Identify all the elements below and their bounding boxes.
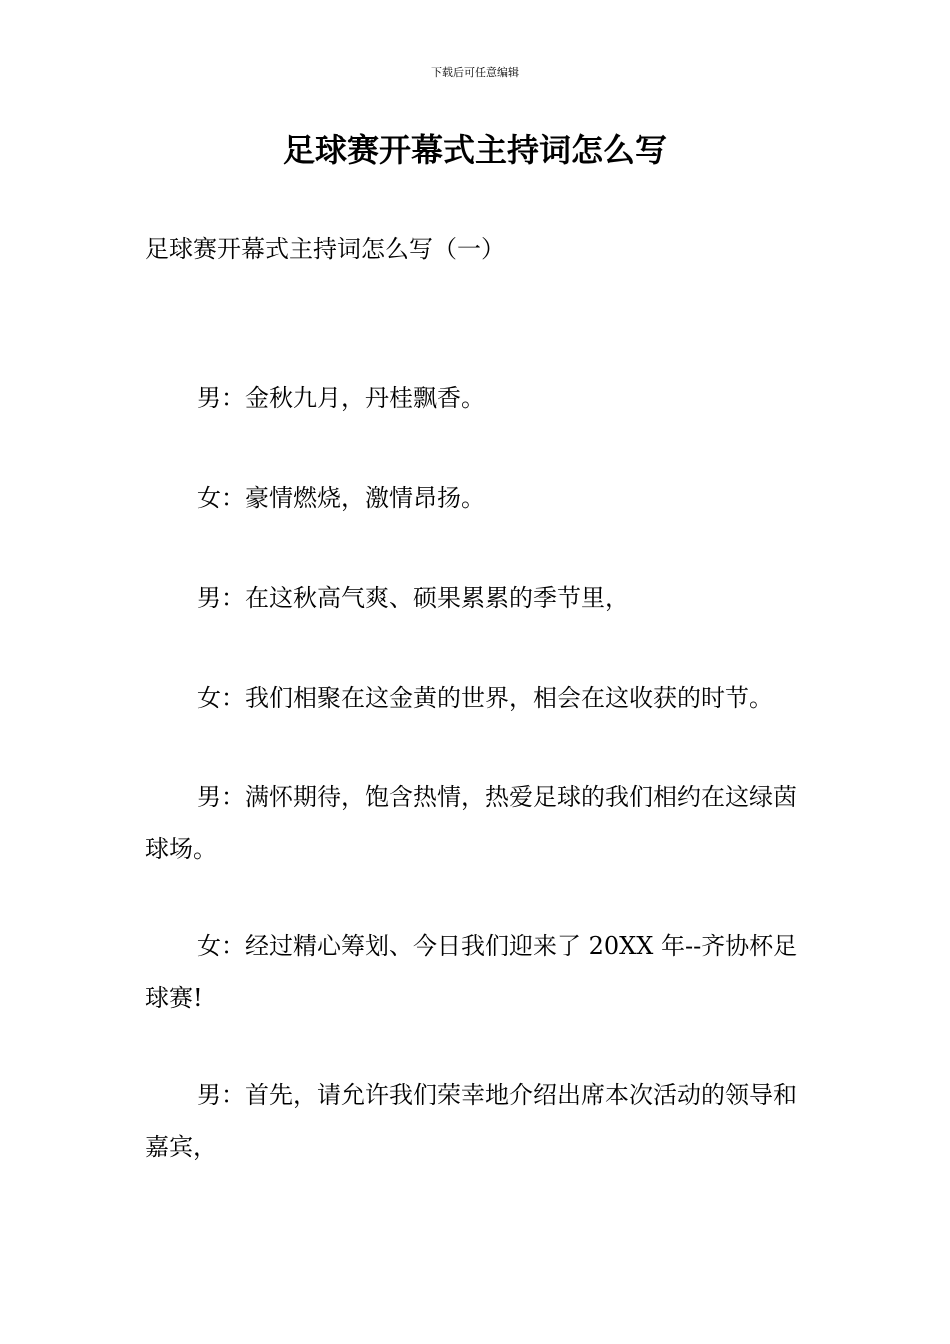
paragraph: 男：在这秋高气爽、硕果累累的季节里，: [197, 584, 629, 612]
paragraph: 男：首先，请允许我们荣幸地介绍出席本次活动的领导和嘉宾，: [145, 1081, 797, 1161]
paragraph: 男：满怀期待，饱含热情，热爱足球的我们相约在这绿茵球场。: [145, 783, 797, 863]
section-heading: 足球赛开幕式主持词怎么写（一）: [145, 235, 505, 263]
document-title: 足球赛开幕式主持词怎么写: [282, 131, 667, 169]
paragraph: 女：经过精心筹划、今日我们迎来了 20XX 年--齐协杯足球赛!: [145, 932, 798, 1012]
paragraph: 男：金秋九月，丹桂飘香。: [197, 384, 485, 412]
paragraph: 女：豪情燃烧，激情昂扬。: [197, 484, 485, 512]
header-note: 下载后可任意编辑: [431, 66, 519, 79]
paragraph: 女：我们相聚在这金黄的世界，相会在这收获的时节。: [197, 684, 773, 712]
